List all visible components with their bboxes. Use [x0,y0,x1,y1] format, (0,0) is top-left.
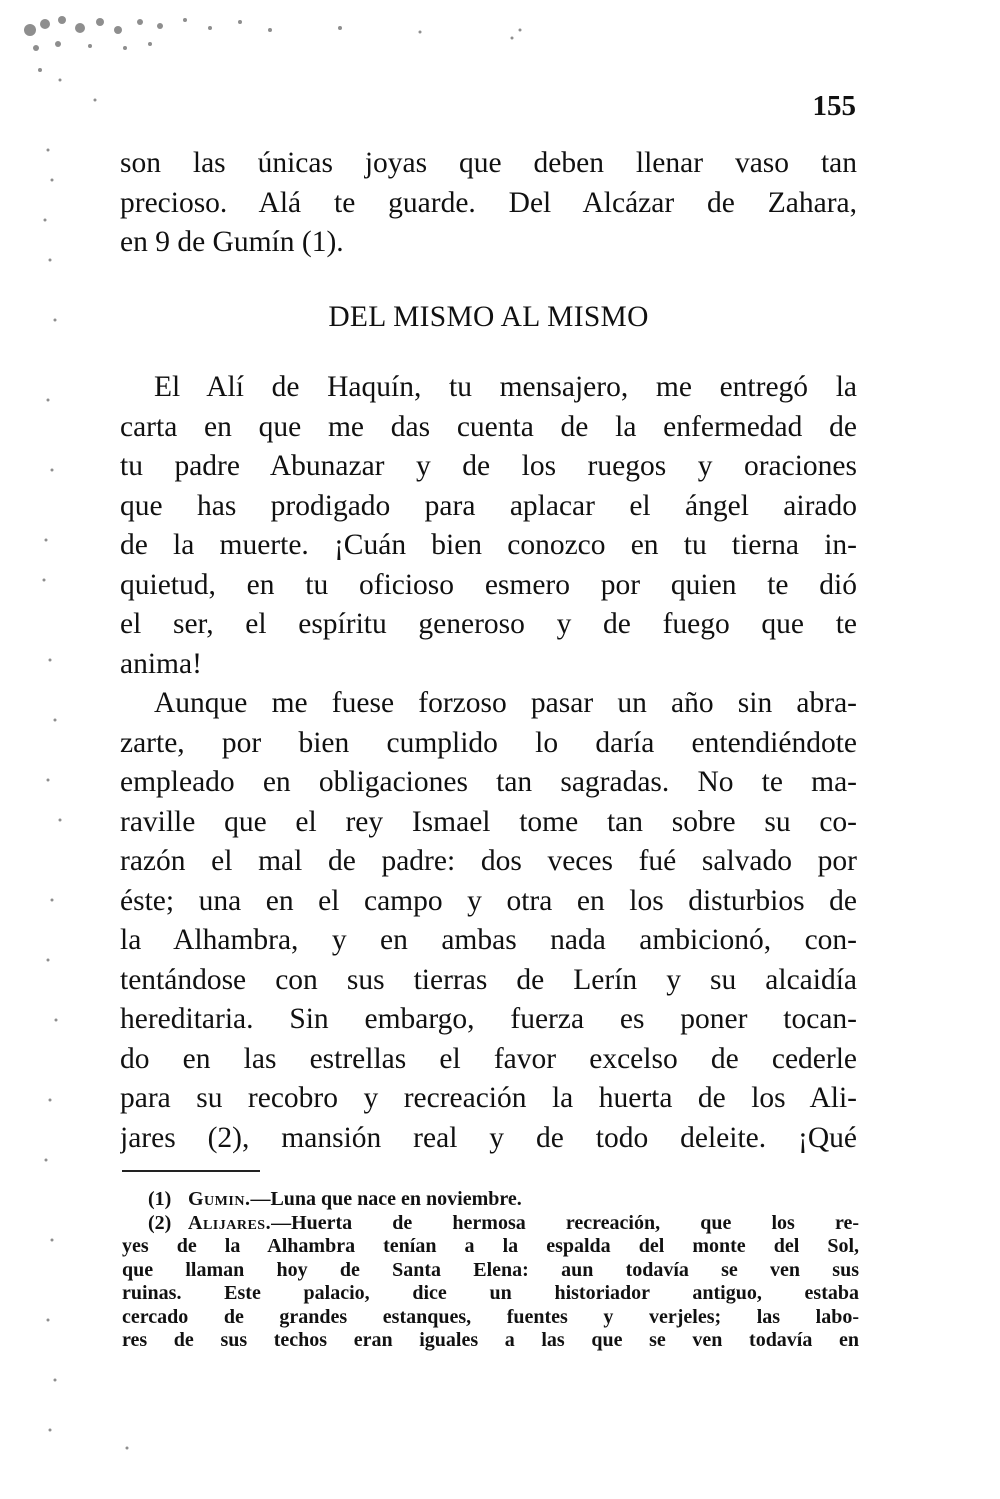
footnote-text: —Luna que nace en noviembre. [250,1188,522,1210]
footnote-line: yes de la Alhambra tenían a la espalda del monte del Sol, [122,1235,859,1257]
text-line: la Alhambra, y en ambas nada ambicionó, con- [120,924,857,956]
footnote-term: Gumin. [188,1188,251,1210]
text-line: en 9 de Gumín (1). [120,226,344,258]
paragraph-2 [120,684,857,1158]
section-heading: DEL MISMO AL MISMO [328,301,649,333]
footnote-line [122,1212,859,1236]
footnote-marker: (1) [148,1188,172,1210]
footnotes [122,1188,859,1353]
footnote-line: cercado de grandes estanques, fuentes y verjeles; las labo- [122,1305,859,1328]
text-line: tentándose con sus tierras de Lerín y su alcaidía [120,963,857,996]
text-line: El Alí de Haquín, tu mensajero, me entregó la [154,371,857,403]
body-text [120,368,857,1158]
text-line: el ser, el espíritu generoso y de fuego que te [120,608,857,640]
text-line: quietud, en tu oficioso esmero por quien te dió [120,568,857,601]
footnote-divider [122,1170,260,1172]
text-line: Aunque me fuese forzoso pasar un año sin abra- [154,687,857,719]
footnote-1 [122,1188,859,1212]
text-line: éste; una en el campo y otra en los disturbios de [120,884,857,917]
text-line: jares (2), mansión real y de todo deleite. ¡Qué [120,1121,857,1154]
text-line: hereditaria. Sin embargo, fuerza es poner tocan- [120,1003,857,1035]
text-line: son las únicas joyas que deben llenar vaso tan [120,147,857,179]
footnote-text: —Huerta de hermosa recreación, que los re- [271,1211,859,1234]
text-line: tu padre Abunazar y de los ruegos y oraciones [120,450,857,482]
text-line: raville que el rey Ismael tome tan sobre su co- [120,805,857,838]
text-line: carta en que me das cuenta de la enfermedad de [120,410,857,443]
footnote-line: res de sus techos eran iguales a las que se ven todavía en [122,1329,859,1351]
footnote-term: Alijares. [188,1211,272,1234]
footnote-marker: (2) [148,1211,172,1234]
text-line: para su recobro y recreación la huerta de los Ali- [120,1082,857,1114]
page-number: 155 [812,90,856,122]
paragraph-1 [120,368,857,684]
top-paragraph [120,144,857,263]
text-line: precioso. Alá te guarde. Del Alcázar de Zahara, [120,186,857,219]
text-line: que has prodigado para aplacar el ángel airado [120,489,857,522]
text-line: de la muerte. ¡Cuán bien conozco en tu tierna in- [120,529,857,561]
text-line: anima! [120,647,202,680]
footnote-2 [122,1212,859,1353]
footnote-line: que llaman hoy de Santa Elena: aun todavía se ven sus [122,1258,859,1281]
text-line: zarte, por bien cumplido lo daría entendiéndote [120,726,857,759]
footnote-line: ruinas. Este palacio, dice un historiador antiguo, estaba [122,1282,859,1304]
text-line: do en las estrellas el favor excelso de cederle [120,1042,857,1075]
text-line: razón el mal de padre: dos veces fué salvado por [120,845,857,877]
text-line: empleado en obligaciones tan sagradas. No te ma- [120,766,857,798]
